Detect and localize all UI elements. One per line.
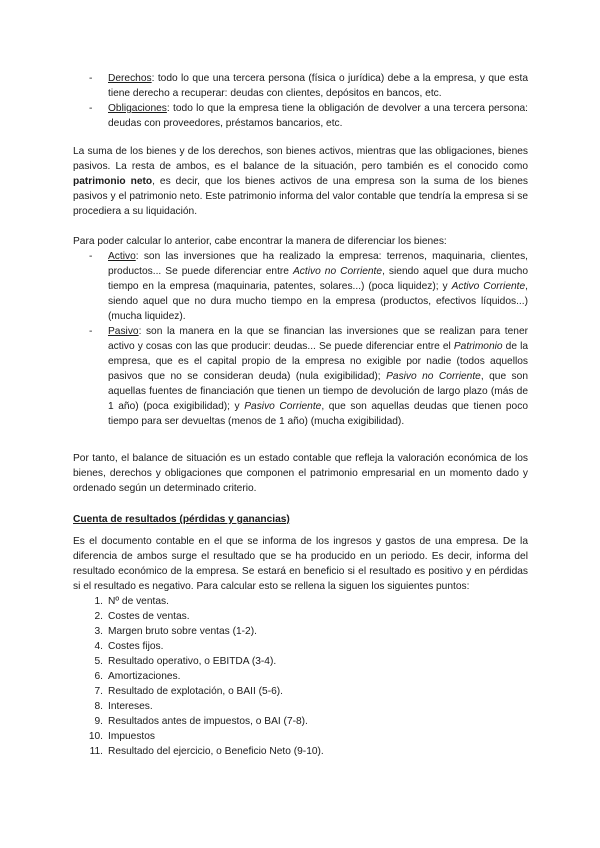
list-item: [73, 714, 528, 729]
list-item: [73, 624, 528, 639]
bullet-pasivo: [73, 324, 528, 429]
list-text: Margen bruto sobre ventas (1-2).: [108, 626, 257, 637]
patrimonio-neto-bold: patrimonio neto: [73, 176, 153, 187]
list-text: Amortizaciones.: [108, 671, 181, 682]
paragraph-por-tanto: [73, 451, 528, 496]
pasivo-text-4: , que son aquellas deudas que tienen poco tiempo para ser devueltas (menos de 1 año) (mucha exigibilidad).: [108, 401, 528, 427]
activo-text-2: , siendo aquel que dura mucho tiempo en la empresa (maquinaria, patentes, solares...) (poca liquidez); y: [108, 266, 528, 292]
cuenta-resultados-heading: Cuenta de resultados (pérdidas y ganancias): [73, 514, 290, 525]
puntos-list: [73, 594, 528, 759]
bullet-dash: -: [89, 251, 93, 262]
bullet-dash: -: [89, 103, 93, 114]
list-number: 6.: [94, 671, 103, 682]
paragraph-intro: Para poder calcular lo anterior, cabe encontrar la manera de diferenciar los bienes:: [73, 236, 447, 247]
list-number: 11.: [89, 746, 103, 757]
list-number: 2.: [94, 611, 103, 622]
list-item: [73, 684, 528, 699]
paragraph-cuenta: Es el documento contable en el que se informa de los ingresos y gastos de una empresa. De la diferencia de ambos surge el resultado que se ha producido en un periodo. Es decir, informa del resultado económico de la empresa. Se estará en beneficio si el resultado es positivo y en pérdidas si el resultado es negativo. Para calcular esto se rellena la siguen los siguientes puntos:: [73, 536, 528, 592]
list-text: Resultado de explotación, o BAII (5-6).: [108, 686, 283, 697]
list-text: Intereses.: [108, 701, 153, 712]
activo-no-corriente: Activo no Corriente: [293, 266, 383, 277]
list-text: Nº de ventas.: [108, 596, 169, 607]
obligaciones-text: : todo lo que la empresa tiene la obligación de devolver a una tercera persona: deudas con proveedores, préstamos bancarios, etc.: [108, 103, 528, 129]
list-number: 8.: [94, 701, 103, 712]
list-text: Resultados antes de impuestos, o BAI (7-8).: [108, 716, 308, 727]
bullet-obligaciones: [73, 101, 528, 131]
suma-text-a: La suma de los bienes y de los derechos, son bienes activos, mientras que las obligaciones, bienes pasivos. La resta de ambos, es el balance de la situación, pero también es el conocido como: [73, 146, 528, 172]
section-heading: [73, 512, 528, 527]
pasivo-text-1: : son la manera en la que se financian las inversiones que se realizan para tener activo y cosas con las que producir: deudas... Se puede diferenciar entre el: [108, 326, 528, 352]
activo-text-1: : son las inversiones que ha realizado la empresa: terrenos, maquinaria, clientes, productos... Se puede diferenciar entre: [108, 251, 528, 277]
pasivo-corriente: Pasivo Corriente: [244, 401, 322, 412]
patrimonio-italic: Patrimonio: [453, 341, 503, 352]
list-text: Impuestos: [108, 731, 155, 742]
pasivo-no-corriente: Pasivo no Corriente: [386, 371, 481, 382]
list-item: [73, 594, 528, 609]
bullet-activo: [73, 249, 528, 324]
derechos-text: : todo lo que una tercera persona (física o jurídica) debe a la empresa, y que esta tiene derecho a recuperar: deudas con clientes, depósitos en bancos, etc.: [108, 73, 528, 99]
paragraph-suma: [73, 144, 528, 219]
bullet-dash: -: [89, 326, 93, 337]
list-number: 3.: [94, 626, 103, 637]
cuenta-section: [73, 534, 528, 759]
pasivo-text-3: , que son aquellas fuentes de financiación que tienen un tiempo de devolución de largo plazo (más de 1 año) (poca exigibilidad); y: [108, 371, 528, 412]
list-item: [73, 699, 528, 714]
list-number: 10.: [88, 731, 103, 742]
list-item: [73, 729, 528, 744]
activo-corriente: Activo Corriente: [451, 281, 526, 292]
activo-text-3: , siendo aquel que no dura mucho tiempo en la empresa (productos, efectivos líquidos...) (mucha liquidez).: [108, 281, 528, 322]
list-number: 1.: [94, 596, 103, 607]
list-item: [73, 669, 528, 684]
list-item: [73, 639, 528, 654]
activo-pasivo-section: [73, 234, 528, 429]
bullet-dash: -: [89, 73, 93, 84]
list-number: 9.: [94, 716, 103, 727]
term-pasivo: Pasivo: [108, 326, 139, 337]
list-item: [73, 744, 528, 759]
suma-text-b: , es decir, que los bienes activos de una empresa son la suma de los bienes pasivos y el patrimonio neto. Este patrimonio informa del valor contable que tendría la empresa si se procediera a su liquidación.: [73, 176, 529, 217]
term-obligaciones: Obligaciones: [108, 103, 167, 114]
list-number: 7.: [94, 686, 103, 697]
list-text: Costes de ventas.: [108, 611, 190, 622]
list-text: Resultado operativo, o EBITDA (3-4).: [108, 656, 277, 667]
list-text: Costes fijos.: [108, 641, 164, 652]
por-tanto-text: Por tanto, el balance de situación es un estado contable que refleja la valoración económica de los bienes, derechos y obligaciones que componen el patrimonio empresarial en un momento dado y ordenado según un determinado criterio.: [73, 453, 528, 494]
derechos-obligaciones-list: [73, 71, 528, 131]
term-activo: Activo: [108, 251, 136, 262]
list-item: [73, 654, 528, 669]
term-derechos: Derechos: [108, 73, 152, 84]
list-text: Resultado del ejercicio, o Beneficio Neto (9-10).: [108, 746, 324, 757]
list-number: 5.: [94, 656, 103, 667]
list-number: 4.: [94, 641, 103, 652]
bullet-derechos: [73, 71, 528, 101]
list-item: [73, 609, 528, 624]
pasivo-text-2: de la empresa, que es el capital propio de la empresa no exigible por nadie (todos aquellos pasivos que no se consideran deuda) (nula exigibilidad);: [108, 341, 528, 382]
